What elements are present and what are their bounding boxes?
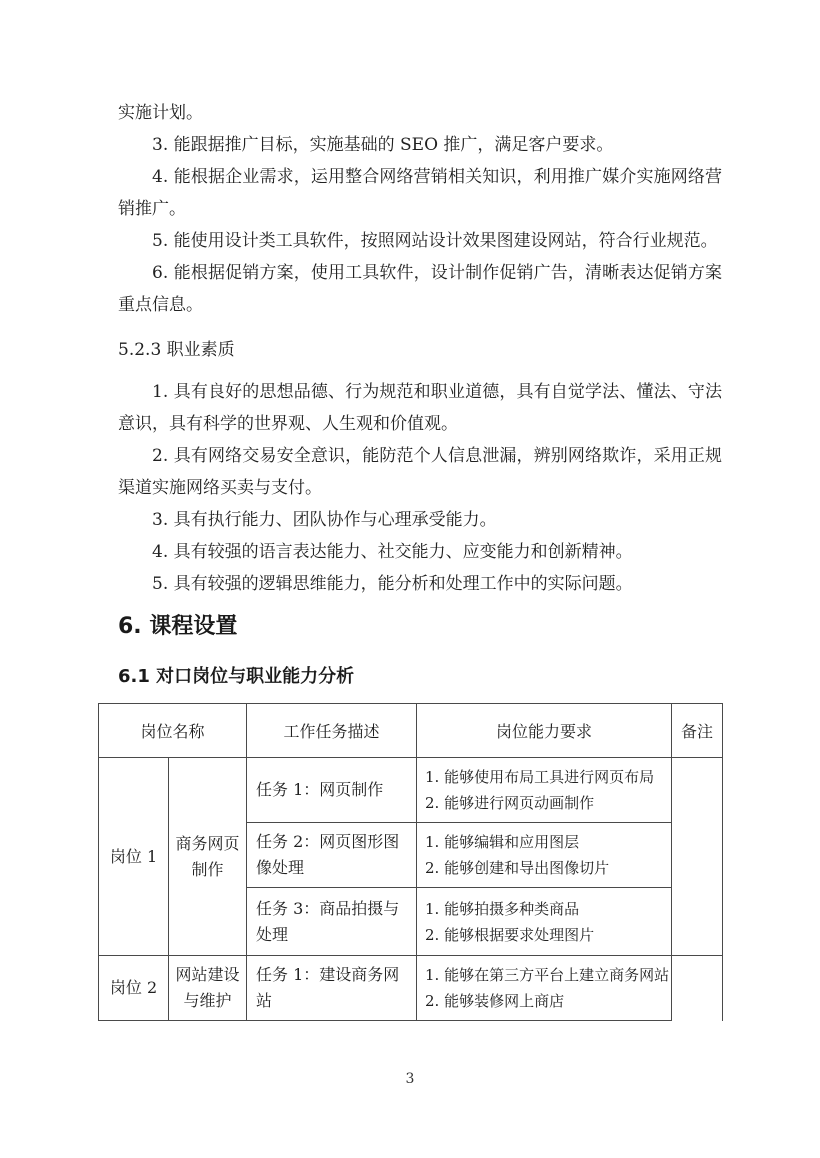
ability-line: 2. 能够进行网页动画制作 xyxy=(425,794,595,812)
ability-line: 2. 能够装修网上商店 xyxy=(425,992,565,1010)
paragraph: 3. 能跟据推广目标，实施基础的 SEO 推广，满足客户要求。 xyxy=(152,135,614,155)
paragraph: 5. 具有较强的逻辑思维能力，能分析和处理工作中的实际问题。 xyxy=(152,574,633,594)
paragraph: 5. 能使用设计类工具软件，按照网站设计效果图建设网站，符合行业规范。 xyxy=(152,231,718,251)
section-523-heading: 5.2.3 职业素质 xyxy=(118,340,235,360)
section-6-heading: 6. 课程设置 xyxy=(118,614,238,639)
ability-cell xyxy=(417,956,672,1021)
ability-line: 2. 能够创建和导出图像切片 xyxy=(425,859,610,877)
remark-cell xyxy=(672,758,723,956)
ability-line: 2. 能够根据要求处理图片 xyxy=(425,925,595,944)
table-header-row xyxy=(99,704,723,758)
section-523-paragraphs xyxy=(118,376,722,600)
paragraph: 实施计划。 xyxy=(118,103,203,123)
intro-paragraphs xyxy=(118,97,722,321)
post-name-cell: 网站建设与维护 xyxy=(169,956,247,1021)
remark-cell xyxy=(672,956,723,1021)
paragraph: 2. 具有网络交易安全意识，能防范个人信息泄漏，辨别网络欺诈，采用正规渠道实施网络买卖与支付。 xyxy=(118,446,722,498)
ability-cell xyxy=(417,823,672,888)
task-cell: 任务 1：网页制作 xyxy=(247,758,417,823)
ability-line: 1. 能够编辑和应用图层 xyxy=(425,833,580,851)
col-header-remark: 备注 xyxy=(672,704,723,758)
ability-cell xyxy=(417,758,672,823)
section-61-heading: 6.1 对口岗位与职业能力分析 xyxy=(118,666,355,687)
paragraph: 4. 具有较强的语言表达能力、社交能力、应变能力和创新精神。 xyxy=(152,542,633,562)
table-row xyxy=(99,956,723,1021)
post-id-cell: 岗位 1 xyxy=(99,758,169,956)
ability-line: 1. 能够使用布局工具进行网页布局 xyxy=(425,768,655,786)
ability-cell xyxy=(417,888,672,956)
paragraph: 4. 能根据企业需求，运用整合网络营销相关知识，利用推广媒介实施网络营销推广。 xyxy=(118,167,722,219)
col-header-task-desc: 工作任务描述 xyxy=(247,704,417,758)
task-cell: 任务 3：商品拍摄与处理 xyxy=(247,888,417,956)
post-name-cell: 商务网页制作 xyxy=(169,758,247,956)
paragraph: 3. 具有执行能力、团队协作与心理承受能力。 xyxy=(152,510,497,530)
task-cell: 任务 1：建设商务网站 xyxy=(247,956,417,1021)
ability-line: 1. 能够在第三方平台上建立商务网站 xyxy=(425,966,670,984)
task-cell: 任务 2：网页图形图像处理 xyxy=(247,823,417,888)
col-header-post-name: 岗位名称 xyxy=(99,704,247,758)
ability-line: 1. 能够拍摄多种类商品 xyxy=(425,899,580,918)
table-row xyxy=(99,758,723,823)
post-ability-table xyxy=(98,703,723,1021)
paragraph: 6. 能根据促销方案，使用工具软件，设计制作促销广告，清晰表达促销方案重点信息。 xyxy=(118,263,722,315)
paragraph: 1. 具有良好的思想品德、行为规范和职业道德，具有自觉学法、懂法、守法意识，具有科学的世界观、人生观和价值观。 xyxy=(118,382,722,434)
page-number: 3 xyxy=(405,1071,415,1087)
post-id-cell: 岗位 2 xyxy=(99,956,169,1021)
col-header-ability: 岗位能力要求 xyxy=(417,704,672,758)
